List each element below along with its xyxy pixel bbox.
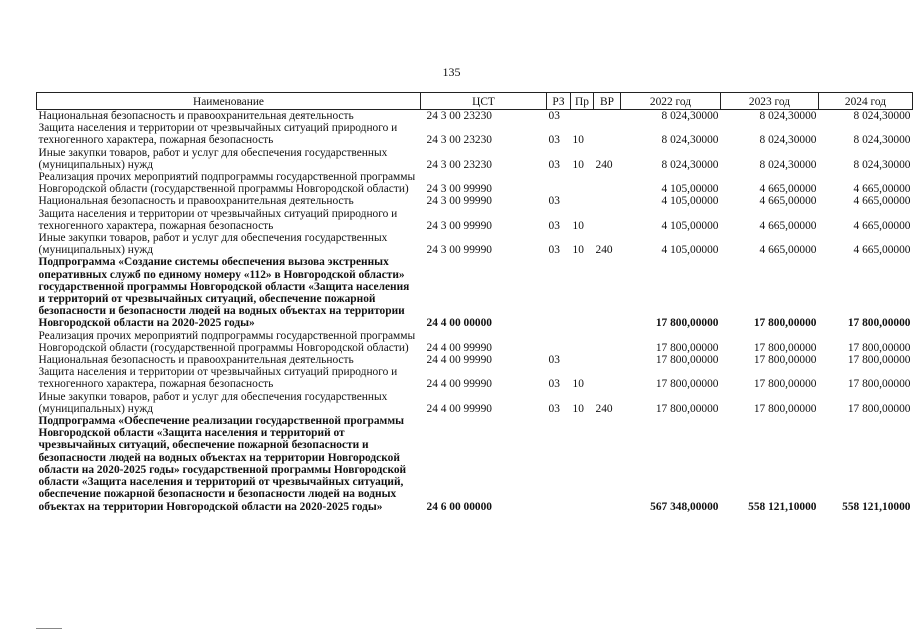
cell-2024: 4 665,00000 <box>853 219 911 232</box>
cell-pr <box>571 256 594 329</box>
header-2023: 2023 год <box>721 93 819 110</box>
cell-rz: 03 <box>548 158 560 171</box>
cell-rz <box>547 415 571 513</box>
cell-2024: 8 024,30000 <box>853 158 911 171</box>
cell-pr <box>571 195 594 207</box>
cell-cst: 24 4 00 99990 <box>426 378 492 391</box>
cell-2022: 17 800,00000 <box>655 354 719 367</box>
cell-name: Реализация прочих мероприятий подпрограммы государственной программы Новгородской области (государственной программы Новгородской области) <box>38 329 416 354</box>
cell-vr <box>594 195 621 207</box>
cell-2024: 17 800,00000 <box>847 402 911 415</box>
cell-2023: 17 800,00000 <box>753 341 817 354</box>
cell-name: Иные закупки товаров, работ и услуг для обеспечения государственных (муниципальных) нужд <box>38 390 388 415</box>
cell-2022: 17 800,00000 <box>655 317 719 330</box>
cell-rz: 03 <box>548 195 560 208</box>
cell-cst: 24 3 00 23230 <box>426 110 492 122</box>
cell-2022: 4 105,00000 <box>661 219 719 232</box>
cell-name: Подпрограмма «Создание системы обеспечения вызова экстренных оперативных служб по единому номеру «112» в Новгородской области» государственной программы Новгородской области «Защита населения и территорий от чрезвычайных ситуаций, обеспечение пожарной безопасности и безопасности людей на водных объектах на территории Новгородской области на 2020-2025 годы» <box>38 256 410 330</box>
header-vr: ВР <box>594 93 621 110</box>
cell-cst: 24 4 00 99990 <box>426 354 492 367</box>
cell-2022: 4 105,00000 <box>661 183 719 196</box>
cell-2024: 4 665,00000 <box>853 195 911 208</box>
cell-2022: 4 105,00000 <box>661 195 719 208</box>
cell-2024: 8 024,30000 <box>853 134 911 147</box>
cell-rz: 03 <box>548 402 560 415</box>
table-row <box>37 232 913 256</box>
cell-name: Иные закупки товаров, работ и услуг для обеспечения государственных (муниципальных) нужд <box>38 232 388 257</box>
cell-vr <box>594 122 621 146</box>
header-rz: РЗ <box>547 93 571 110</box>
cell-name: Защита населения и территории от чрезвычайных ситуаций природного и техногенного характера, пожарная безопасность <box>38 122 398 147</box>
table-body <box>37 110 913 513</box>
cell-2024: 8 024,30000 <box>853 110 911 122</box>
cell-rz: 03 <box>548 134 560 147</box>
cell-cst: 24 3 00 99990 <box>426 195 492 208</box>
cell-2023: 17 800,00000 <box>753 402 817 415</box>
cell-2023: 4 665,00000 <box>759 219 817 232</box>
cell-name: Защита населения и территории от чрезвычайных ситуаций природного и техногенного характера, пожарная безопасность <box>38 366 398 391</box>
cell-2023: 17 800,00000 <box>753 354 817 367</box>
cell-2024: 4 665,00000 <box>853 244 911 257</box>
cell-rz: 03 <box>548 378 560 391</box>
cell-name: Иные закупки товаров, работ и услуг для обеспечения государственных (муниципальных) нужд <box>38 146 388 171</box>
cell-2022: 567 348,00000 <box>650 500 719 513</box>
cell-pr: 10 <box>572 244 584 257</box>
cell-cst: 24 3 00 23230 <box>426 134 492 147</box>
cell-vr <box>594 354 621 366</box>
cell-rz: 03 <box>548 244 560 257</box>
cell-vr <box>594 415 621 513</box>
table-row <box>37 147 913 171</box>
cell-rz <box>547 171 571 195</box>
cell-cst: 24 6 00 00000 <box>426 500 492 513</box>
cell-cst: 24 4 00 99990 <box>426 402 492 415</box>
cell-name: Национальная безопасность и правоохранительная деятельность <box>38 195 354 208</box>
table-row <box>37 122 913 146</box>
cell-2024: 17 800,00000 <box>847 378 911 391</box>
cell-2023: 8 024,30000 <box>759 158 817 171</box>
cell-vr: 240 <box>595 244 613 257</box>
header-name: Наименование <box>37 93 421 110</box>
cell-name: Защита населения и территории от чрезвычайных ситуаций природного и техногенного характера, пожарная безопасность <box>38 207 398 232</box>
cell-cst: 24 3 00 99990 <box>426 183 492 196</box>
table-header <box>37 93 913 110</box>
cell-2024: 17 800,00000 <box>847 341 911 354</box>
cell-2023: 8 024,30000 <box>759 110 817 122</box>
cell-2023: 17 800,00000 <box>753 378 817 391</box>
table-row <box>37 195 913 207</box>
header-pr: Пр <box>571 93 594 110</box>
cell-vr <box>594 330 621 354</box>
header-2024: 2024 год <box>819 93 913 110</box>
table-row <box>37 330 913 354</box>
cell-2024: 17 800,00000 <box>847 317 911 330</box>
table-row <box>37 366 913 390</box>
cell-2022: 17 800,00000 <box>655 378 719 391</box>
cell-2022: 17 800,00000 <box>655 341 719 354</box>
header-2022: 2022 год <box>621 93 721 110</box>
cell-2022: 8 024,30000 <box>661 134 719 147</box>
cell-pr <box>571 330 594 354</box>
cell-cst: 24 3 00 99990 <box>426 244 492 257</box>
cell-name: Национальная безопасность и правоохранительная деятельность <box>38 110 354 122</box>
cell-2022: 8 024,30000 <box>661 110 719 122</box>
table-row <box>37 415 913 513</box>
cell-cst: 24 4 00 99990 <box>426 341 492 354</box>
cell-pr: 10 <box>572 219 584 232</box>
cell-2023: 558 121,10000 <box>748 500 817 513</box>
table-row <box>37 171 913 195</box>
table-row <box>37 208 913 232</box>
cell-vr: 240 <box>595 402 613 415</box>
cell-2023: 4 665,00000 <box>759 195 817 208</box>
cell-2023: 4 665,00000 <box>759 244 817 257</box>
table-row <box>37 354 913 366</box>
cell-cst: 24 3 00 23230 <box>426 158 492 171</box>
cell-pr <box>571 354 594 366</box>
cell-pr <box>571 110 594 123</box>
cell-vr <box>594 366 621 390</box>
cell-pr: 10 <box>572 158 584 171</box>
cell-name: Подпрограмма «Обеспечение реализации государственной программы Новгородской области «Защита населения и территорий от чрезвычайных ситуаций, обеспечение пожарной безопасности и безопасности людей на водных объектах на территории Новгородской области на 2020-2025 годы» государственной программы Новгородской области «Защита населения и территорий от чрезвычайных ситуаций, обеспечение пожарной безопасности и безопасности людей на водных объектах на территории Новгородской области на 2020-2025 годы» <box>38 415 407 513</box>
cell-2023: 17 800,00000 <box>753 317 817 330</box>
budget-table <box>36 92 913 513</box>
header-cst: ЦСТ <box>421 93 547 110</box>
cell-pr: 10 <box>572 134 584 147</box>
cell-rz: 03 <box>548 110 560 122</box>
cell-2022: 17 800,00000 <box>655 402 719 415</box>
cell-vr: 240 <box>595 158 613 171</box>
table-row <box>37 391 913 415</box>
cell-2023: 4 665,00000 <box>759 183 817 196</box>
cell-rz <box>547 256 571 329</box>
cell-vr <box>594 208 621 232</box>
footer-divider <box>36 628 62 629</box>
cell-pr: 10 <box>572 378 584 391</box>
cell-pr <box>571 415 594 513</box>
cell-rz: 03 <box>548 219 560 232</box>
cell-rz: 03 <box>548 354 560 367</box>
cell-pr <box>571 171 594 195</box>
cell-cst: 24 4 00 00000 <box>426 317 492 330</box>
table-row <box>37 256 913 329</box>
cell-2022: 4 105,00000 <box>661 244 719 257</box>
cell-vr <box>594 110 621 123</box>
cell-rz <box>547 330 571 354</box>
cell-name: Национальная безопасность и правоохранительная деятельность <box>38 354 354 367</box>
cell-2022: 8 024,30000 <box>661 158 719 171</box>
cell-pr: 10 <box>572 402 584 415</box>
cell-2024: 17 800,00000 <box>847 354 911 367</box>
cell-2024: 558 121,10000 <box>842 500 911 513</box>
page-number: 135 <box>442 65 461 79</box>
table-row <box>37 110 913 123</box>
cell-vr <box>594 256 621 329</box>
cell-2024: 4 665,00000 <box>853 183 911 196</box>
cell-vr <box>594 171 621 195</box>
cell-cst: 24 3 00 99990 <box>426 219 492 232</box>
cell-2023: 8 024,30000 <box>759 134 817 147</box>
cell-name: Реализация прочих мероприятий подпрограммы государственной программы Новгородской области (государственной программы Новгородской области) <box>38 171 416 196</box>
